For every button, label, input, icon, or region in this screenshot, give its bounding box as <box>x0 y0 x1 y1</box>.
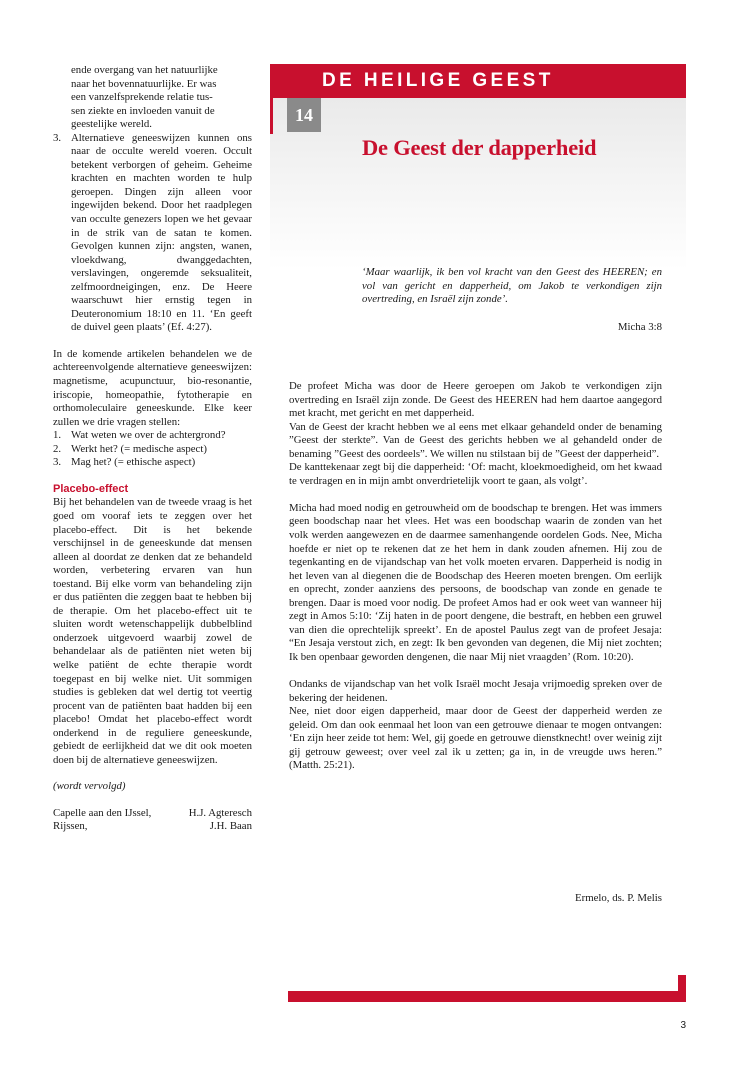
accent-corner <box>678 975 686 991</box>
paragraph: Micha had moed nodig en getrouwheid om de boodschap te brengen. Het was immers geen boodschap naar het vlees. Het was een boodschap waarin de zonden van het volk werden aangewezen en de daarmee samenhangende oordelen Gods. Nee, Micha hoefde er niet op te rekenen dat ze het hem in dank zouden afnemen. Hij zou de tegenkanting en de vijandschap van het volk moeten ervaren. Dapperheid is nodig in het leven van al diegenen die de Boodschap des Heeren moeten brengen. Om eerlijk en oprecht, zonder aanziens des persoons, de boodschap van zonde en genade te brengen. Daar is moed voor nodig. De profeet Amos had er ook weet van wanneer hij zegt in Amos 5:10: ‘Zij haten in de poort dengene, die bestraft, en hebben een gruwel van dien die oprechtelijk spreekt’. En de apostel Paulus zegt van de profeet Jesaja: “En Jesaja verstout zich, en zegt: Ik ben gevonden van degenen, die Mij niet zochten; Ik ben openbaar geworden dengenen, die naar Mij niet vraagden’ (Rom. 10:20). <box>289 501 662 663</box>
paragraph: In de komende artikelen behandelen we de achtereenvolgende alternatieve geneeswijzen: magnetisme, acupunctuur, bio-resonantie, iriscopie, homeopathie, fytotherapie en orthomoleculaire geneeskunde. Elke keer zullen we drie vragen stellen: <box>53 347 252 428</box>
paragraph: Ondanks de vijandschap van het volk Israël mocht Jesaja vrijmoedig spreken over de bekering der heidenen. <box>289 678 662 704</box>
intro-line: ende overgang van het natuurlijke <box>71 64 218 76</box>
author-place: Rijssen, <box>53 820 88 833</box>
paragraph: De kanttekenaar zegt bij die dapperheid: ‘Of: macht, kloekmoedigheid, om het kwaad te verdragen en in mijn ambt onverdrietelijk voort te gaan, als volgt’. <box>289 461 662 487</box>
list-item <box>53 429 252 443</box>
footer-bar <box>288 991 686 1002</box>
list-number: 3. <box>53 131 62 144</box>
accent-edge <box>270 98 273 134</box>
article-body <box>289 380 662 773</box>
question-list <box>53 429 252 470</box>
scripture-quote: ‘Maar waarlijk, ik ben vol kracht van den Geest des HEEREN; en vol van gericht en dapperheid, om Jakob te verkondigen zijn overtreding, en Israël zijn zonde’. <box>362 266 662 306</box>
list-number: 1. <box>53 429 62 442</box>
list-item <box>53 456 252 470</box>
numbered-list <box>53 132 252 335</box>
continued-note: (wordt vervolgd) <box>53 780 126 793</box>
quote-reference: Micha 3:8 <box>617 321 662 333</box>
section-title: DE HEILIGE GEEST <box>322 70 554 91</box>
list-item <box>53 132 252 335</box>
paragraph: Nee, niet door eigen dapperheid, maar door de Geest der dapperheid werden ze geleid. Om dan ook eenmaal het loon van een getrouwe dienaar te mogen ontvangen: ‘En zijn heer zeide tot hem: Wel, gij goede en getrouwe dienstknecht! over weinig zijt gij getrouw geweest; over veel zal ik u zetten; ga in, in de vreugde uws heren.” (Matth. 25:21). <box>289 705 662 772</box>
author-name: H.J. Agteresch <box>188 806 252 819</box>
intro-line: een vanzelfsprekende relatie tus- <box>71 91 213 104</box>
issue-badge: 14 <box>287 98 321 132</box>
intro-line: geestelijke wereld. <box>71 118 152 131</box>
intro-continuation <box>53 64 252 132</box>
article-signature: Ermelo, ds. P. Melis <box>575 892 662 904</box>
paragraph: De profeet Micha was door de Heere geroepen om Jakob te verkondigen zijn overtreding en Israël zijn zonde. De Geest des HEEREN had hem daartoe aangegord met kracht, met gericht en met dapperheid. <box>289 380 662 420</box>
intro-line: sen ziekte en invloeden vanuit de <box>71 104 215 117</box>
intro-line: naar het bovennatuurlijke. Er was <box>71 77 217 90</box>
list-text: Werkt het? (= medische aspect) <box>71 442 207 455</box>
list-text: Mag het? (= ethische aspect) <box>71 456 196 469</box>
list-number: 3. <box>53 456 62 469</box>
subheading: Placebo-effect <box>53 482 129 495</box>
list-number: 2. <box>53 442 62 455</box>
page-number: 3 <box>680 1020 686 1031</box>
article-headline: De Geest der dapperheid <box>362 135 597 160</box>
author-row <box>53 807 252 821</box>
author-row <box>53 820 252 834</box>
author-place: Capelle aan den IJssel, <box>53 806 152 819</box>
paragraph: Van de Geest der kracht hebben we al eens met elkaar gehandeld onder de benaming ”Geest der sterkte”. Van de Geest des gerichts hebben we al gehandeld onder de benaming ”Geest des oordeels”. We willen nu stilstaan bij de ”Geest der dapperheid”. <box>289 420 662 460</box>
author-name: J.H. Baan <box>209 820 252 833</box>
list-item <box>53 443 252 457</box>
section-header-bar <box>270 64 686 98</box>
list-text: Alternatieve geneeswijzen kunnen ons naar de occulte wereld voeren. Occult betekent verborgen of geheim. Geheime krachten en machten worden te hulp geroepen. Dingen zijn alleen voor ingewijden bekend. Door het raadplegen van occulte genezers lopen we het gevaar in de strik van de satan te komen. Gevolgen kunnen zijn: angsten, wanen, vloekdwang, dwanggedachten, verslavingen, ongeremde seksualiteit, zelfmoordneigingen, enz. De Heere waarschuwt hier ernstig tegen in Deuteronomium 18:10 en 11. ‘En geeft de duivel geen plaats’ (Ef. 4:27). <box>71 131 252 334</box>
left-column <box>53 64 252 834</box>
list-text: Wat weten we over de achtergrond? <box>71 429 226 442</box>
paragraph: Bij het behandelen van de tweede vraag is het goed om vooraf iets te zeggen over het placebo-effect. Dit is het bekende verschijnsel in de geneeskunde dat mensen alleen al doordat ze denken dat ze behandeld worden, verbetering ervaren van hun toestand. Bij elke vorm van behandeling zijn er dus patiënten die zeggen baat te hebben bij de therapie. Om het placebo-effect uit te sluiten wordt wetenschappelijk dubbelblind onderzoek uitgevoerd waarbij zowel de behandelaar als de patiënten niet weten bij welke patiënt de echte therapie wordt toegepast en bij welke niet. Uit sommigen studies is gebleken dat wel dertig tot veertig procent van de patiënten baat hadden bij een placebo! Omdat het placebo-effect wordt onderkend in de reguliere geneeskunde, gebiedt de eerlijkheid dat we dit ook moeten doen bij de alternatieve geneeswijzen. <box>53 496 252 766</box>
